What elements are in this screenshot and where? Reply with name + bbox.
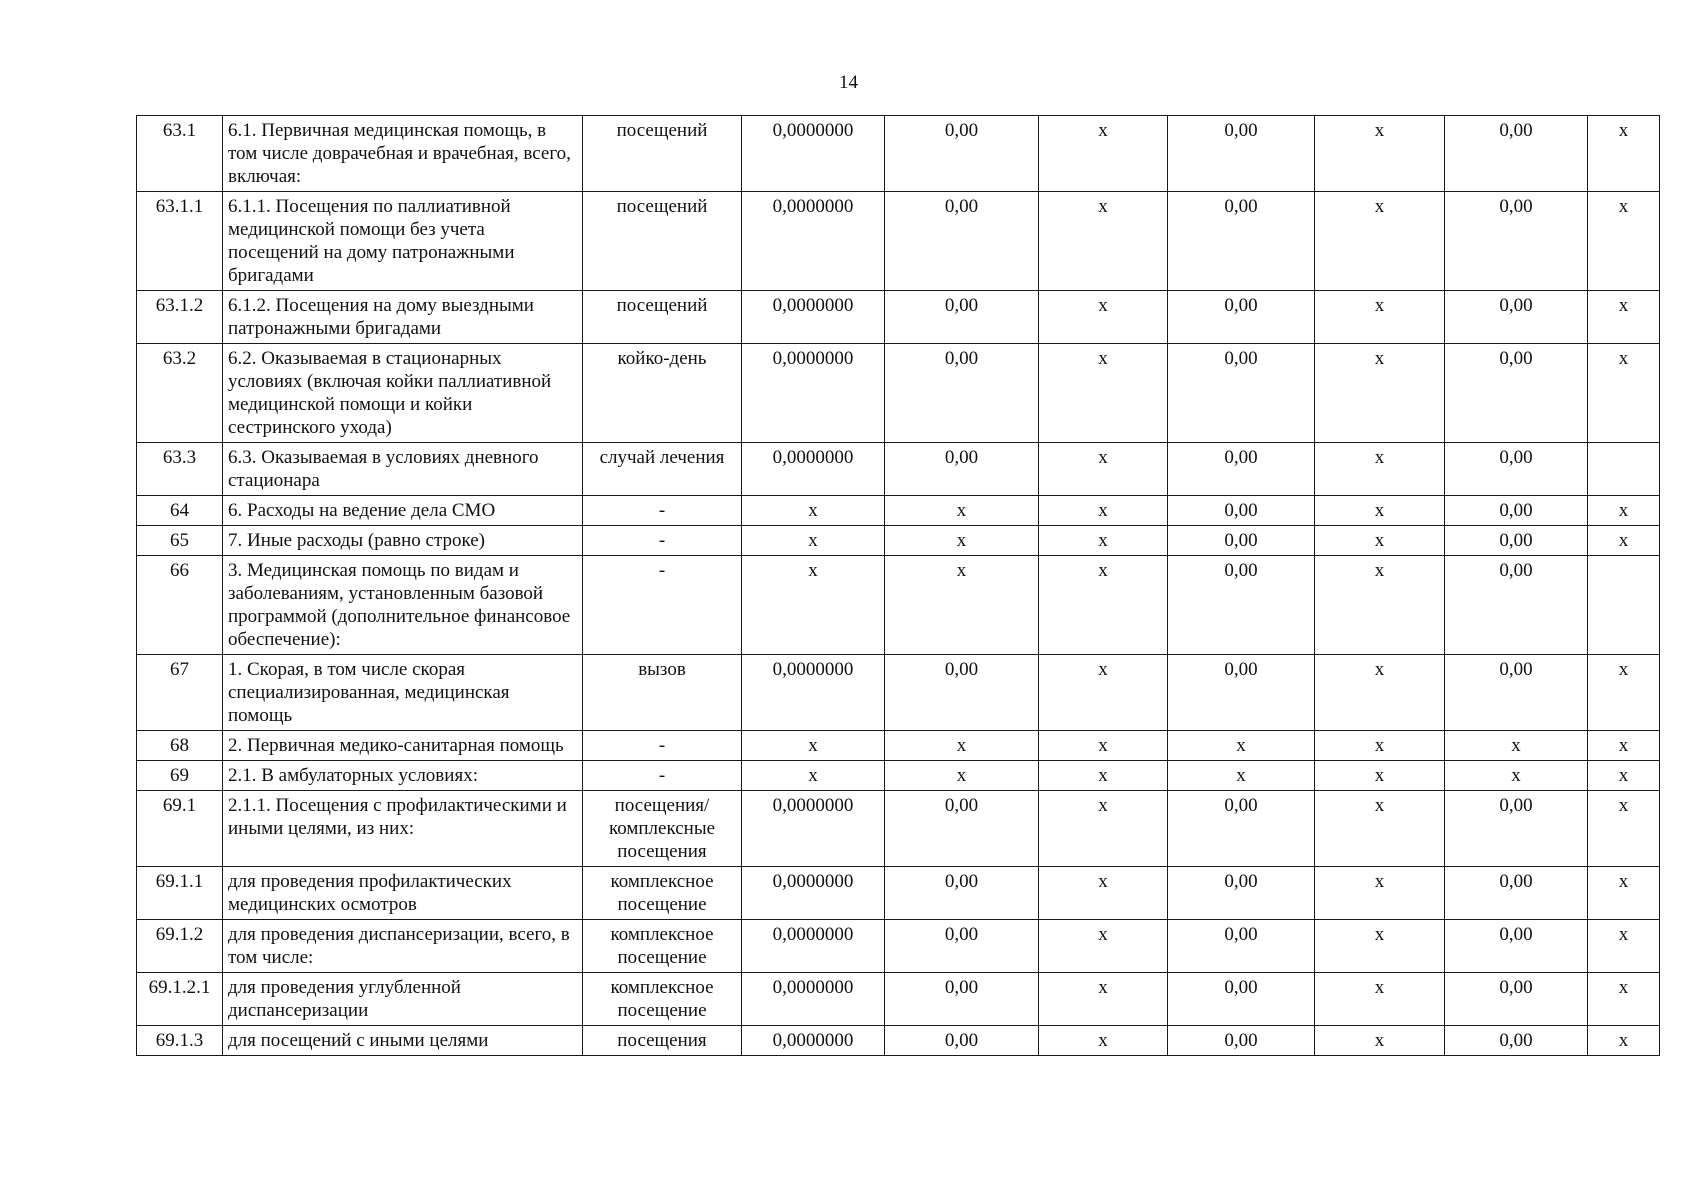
value-cell: 0,00 <box>885 291 1039 344</box>
table-body <box>137 116 1660 1056</box>
row-number-cell: 69.1.1 <box>137 867 223 920</box>
indicator-name-cell: 6.1.2. Посещения на дому выездными патронажными бригадами <box>223 291 583 344</box>
row-number-cell: 63.1.1 <box>137 192 223 291</box>
value-cell: 0,0000000 <box>742 655 885 731</box>
value-cell: 0,00 <box>1168 791 1315 867</box>
value-cell: x <box>1039 761 1168 791</box>
row-number-cell: 64 <box>137 496 223 526</box>
row-number-cell: 69.1.3 <box>137 1026 223 1056</box>
row-number-cell: 63.1.2 <box>137 291 223 344</box>
value-cell: x <box>1168 761 1315 791</box>
value-cell: x <box>1039 556 1168 655</box>
value-cell: x <box>1315 526 1445 556</box>
value-cell: x <box>1039 496 1168 526</box>
row-number-cell: 63.1 <box>137 116 223 192</box>
value-cell: 0,00 <box>1445 920 1588 973</box>
value-cell: 0,00 <box>1168 920 1315 973</box>
value-cell: x <box>1315 791 1445 867</box>
unit-cell: комплексное посещение <box>583 867 742 920</box>
value-cell: x <box>1039 973 1168 1026</box>
value-cell: x <box>1588 791 1660 867</box>
table-row <box>137 791 1660 867</box>
unit-cell: койко-день <box>583 344 742 443</box>
unit-cell: комплексное посещение <box>583 973 742 1026</box>
value-cell: 0,00 <box>885 973 1039 1026</box>
table-row <box>137 291 1660 344</box>
value-cell: x <box>1315 496 1445 526</box>
value-cell: 0,0000000 <box>742 1026 885 1056</box>
unit-cell: комплексное посещение <box>583 920 742 973</box>
value-cell: x <box>1588 344 1660 443</box>
value-cell: 0,0000000 <box>742 344 885 443</box>
value-cell: x <box>1588 291 1660 344</box>
indicator-name-cell: 2.1.1. Посещения с профилактическими и иными целями, из них: <box>223 791 583 867</box>
value-cell: x <box>1039 192 1168 291</box>
indicator-name-cell: для проведения углубленной диспансеризации <box>223 973 583 1026</box>
value-cell: x <box>1039 443 1168 496</box>
table-row <box>137 1026 1660 1056</box>
value-cell: x <box>1315 443 1445 496</box>
value-cell: x <box>1588 1026 1660 1056</box>
indicator-name-cell: 1. Скорая, в том числе скорая специализированная, медицинская помощь <box>223 655 583 731</box>
value-cell: x <box>742 731 885 761</box>
indicator-name-cell: 7. Иные расходы (равно строке) <box>223 526 583 556</box>
value-cell: 0,00 <box>1168 443 1315 496</box>
unit-cell: посещений <box>583 291 742 344</box>
value-cell: x <box>1315 1026 1445 1056</box>
value-cell: x <box>1039 291 1168 344</box>
value-cell: x <box>1588 655 1660 731</box>
value-cell: 0,00 <box>1445 443 1588 496</box>
value-cell: 0,0000000 <box>742 192 885 291</box>
page-number: 14 <box>839 72 858 93</box>
value-cell: 0,00 <box>885 867 1039 920</box>
value-cell: x <box>1315 655 1445 731</box>
value-cell: x <box>1039 116 1168 192</box>
value-cell: x <box>742 761 885 791</box>
unit-cell: - <box>583 731 742 761</box>
value-cell: x <box>1039 867 1168 920</box>
value-cell: x <box>1588 526 1660 556</box>
unit-cell: - <box>583 761 742 791</box>
indicator-name-cell: 6.2. Оказываемая в стационарных условиях (включая койки паллиативной медицинской помощи и койки сестринского ухода) <box>223 344 583 443</box>
value-cell: x <box>742 526 885 556</box>
row-number-cell: 68 <box>137 731 223 761</box>
value-cell: 0,0000000 <box>742 443 885 496</box>
value-cell: 0,00 <box>1445 655 1588 731</box>
unit-cell: случай лечения <box>583 443 742 496</box>
value-cell: 0,00 <box>1445 116 1588 192</box>
unit-cell: посещений <box>583 116 742 192</box>
value-cell <box>1588 556 1660 655</box>
indicator-name-cell: 6. Расходы на ведение дела СМО <box>223 496 583 526</box>
table-row <box>137 443 1660 496</box>
value-cell: x <box>1588 192 1660 291</box>
value-cell: 0,00 <box>885 1026 1039 1056</box>
value-cell: x <box>1315 867 1445 920</box>
unit-cell: посещений <box>583 192 742 291</box>
value-cell: x <box>1315 973 1445 1026</box>
value-cell: x <box>885 526 1039 556</box>
value-cell: x <box>1445 731 1588 761</box>
table-row <box>137 655 1660 731</box>
value-cell: x <box>1588 116 1660 192</box>
value-cell: 0,00 <box>885 192 1039 291</box>
value-cell: x <box>1039 791 1168 867</box>
table-row <box>137 761 1660 791</box>
value-cell: 0,00 <box>885 655 1039 731</box>
indicator-name-cell: 2.1. В амбулаторных условиях: <box>223 761 583 791</box>
value-cell: 0,00 <box>1168 1026 1315 1056</box>
value-cell: 0,00 <box>1168 291 1315 344</box>
value-cell: x <box>885 496 1039 526</box>
value-cell: 0,00 <box>1445 973 1588 1026</box>
row-number-cell: 66 <box>137 556 223 655</box>
value-cell: x <box>885 556 1039 655</box>
value-cell: x <box>1039 344 1168 443</box>
value-cell: 0,0000000 <box>742 791 885 867</box>
row-number-cell: 69.1.2 <box>137 920 223 973</box>
value-cell: 0,00 <box>1445 192 1588 291</box>
value-cell: 0,00 <box>1168 344 1315 443</box>
value-cell: 0,00 <box>1168 526 1315 556</box>
value-cell: 0,00 <box>1168 973 1315 1026</box>
value-cell: x <box>1315 556 1445 655</box>
value-cell: x <box>742 496 885 526</box>
table-row <box>137 973 1660 1026</box>
value-cell: 0,00 <box>1168 192 1315 291</box>
value-cell: x <box>1588 867 1660 920</box>
unit-cell: вызов <box>583 655 742 731</box>
value-cell: 0,00 <box>1445 344 1588 443</box>
value-cell: 0,00 <box>1168 655 1315 731</box>
row-number-cell: 65 <box>137 526 223 556</box>
value-cell: x <box>1315 761 1445 791</box>
table-row <box>137 867 1660 920</box>
value-cell: 0,00 <box>1445 556 1588 655</box>
indicator-name-cell: для посещений с иными целями <box>223 1026 583 1056</box>
value-cell: x <box>1445 761 1588 791</box>
value-cell: 0,00 <box>885 344 1039 443</box>
value-cell: x <box>1588 496 1660 526</box>
financing-table <box>136 115 1660 1056</box>
indicator-name-cell: для проведения профилактических медицинских осмотров <box>223 867 583 920</box>
value-cell: 0,00 <box>1445 526 1588 556</box>
value-cell: x <box>1588 920 1660 973</box>
value-cell: 0,00 <box>1445 496 1588 526</box>
value-cell: x <box>1039 1026 1168 1056</box>
table-row <box>137 116 1660 192</box>
indicator-name-cell: 6.1.1. Посещения по паллиативной медицинской помощи без учета посещений на дому патронажными бригадами <box>223 192 583 291</box>
value-cell: x <box>1588 731 1660 761</box>
table-row <box>137 526 1660 556</box>
value-cell: x <box>1039 731 1168 761</box>
value-cell: 0,0000000 <box>742 116 885 192</box>
value-cell: x <box>1315 291 1445 344</box>
table-row <box>137 192 1660 291</box>
value-cell: 0,00 <box>885 116 1039 192</box>
unit-cell: посещения <box>583 1026 742 1056</box>
table-row <box>137 920 1660 973</box>
value-cell: 0,00 <box>1168 556 1315 655</box>
value-cell: x <box>1588 761 1660 791</box>
value-cell: x <box>1315 731 1445 761</box>
indicator-name-cell: 6.1. Первичная медицинская помощь, в том числе доврачебная и врачебная, всего, включая: <box>223 116 583 192</box>
value-cell: x <box>742 556 885 655</box>
value-cell: x <box>1039 920 1168 973</box>
value-cell: x <box>885 731 1039 761</box>
table-row <box>137 344 1660 443</box>
row-number-cell: 63.2 <box>137 344 223 443</box>
row-number-cell: 67 <box>137 655 223 731</box>
value-cell: x <box>1039 655 1168 731</box>
indicator-name-cell: 6.3. Оказываемая в условиях дневного стационара <box>223 443 583 496</box>
value-cell: x <box>1039 526 1168 556</box>
unit-cell: посещения/комплексные посещения <box>583 791 742 867</box>
value-cell: 0,00 <box>885 443 1039 496</box>
table-row <box>137 556 1660 655</box>
value-cell: 0,00 <box>885 920 1039 973</box>
table-row <box>137 496 1660 526</box>
value-cell: 0,0000000 <box>742 867 885 920</box>
row-number-cell: 69.1 <box>137 791 223 867</box>
value-cell: x <box>1315 920 1445 973</box>
table-row <box>137 731 1660 761</box>
value-cell: x <box>1315 116 1445 192</box>
indicator-name-cell: 3. Медицинская помощь по видам и заболеваниям, установленным базовой программой (дополнительное финансовое обеспечение): <box>223 556 583 655</box>
indicator-name-cell: 2. Первичная медико-санитарная помощь <box>223 731 583 761</box>
value-cell: 0,0000000 <box>742 291 885 344</box>
row-number-cell: 63.3 <box>137 443 223 496</box>
value-cell: x <box>885 761 1039 791</box>
value-cell: 0,00 <box>1445 867 1588 920</box>
value-cell: 0,00 <box>1445 291 1588 344</box>
row-number-cell: 69 <box>137 761 223 791</box>
unit-cell: - <box>583 526 742 556</box>
unit-cell: - <box>583 496 742 526</box>
value-cell: x <box>1315 344 1445 443</box>
row-number-cell: 69.1.2.1 <box>137 973 223 1026</box>
value-cell: 0,0000000 <box>742 920 885 973</box>
unit-cell: - <box>583 556 742 655</box>
indicator-name-cell: для проведения диспансеризации, всего, в том числе: <box>223 920 583 973</box>
value-cell: 0,0000000 <box>742 973 885 1026</box>
value-cell: 0,00 <box>1445 1026 1588 1056</box>
value-cell: x <box>1588 973 1660 1026</box>
value-cell: x <box>1315 192 1445 291</box>
value-cell <box>1588 443 1660 496</box>
value-cell: 0,00 <box>885 791 1039 867</box>
value-cell: 0,00 <box>1168 116 1315 192</box>
value-cell: 0,00 <box>1445 791 1588 867</box>
value-cell: 0,00 <box>1168 496 1315 526</box>
value-cell: 0,00 <box>1168 867 1315 920</box>
value-cell: x <box>1168 731 1315 761</box>
